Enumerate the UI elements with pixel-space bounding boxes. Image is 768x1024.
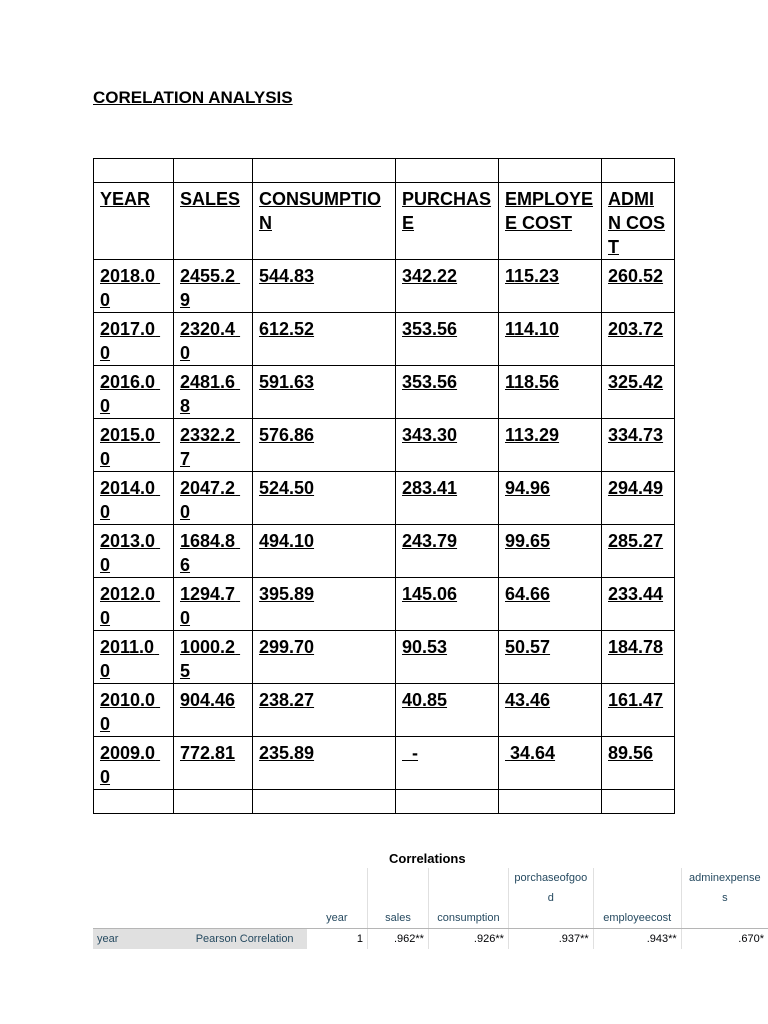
correlation-value: .943** — [593, 929, 681, 950]
header-cell: PURCHAS E — [396, 183, 499, 260]
table-cell: - — [396, 737, 499, 790]
column-header: employeecost — [593, 908, 681, 929]
table-cell: 50.57 — [499, 631, 602, 684]
table-cell: 353.56 — [396, 313, 499, 366]
table-spacer-row — [94, 790, 675, 814]
table-cell: 243.79 — [396, 525, 499, 578]
table-cell: 2016.0 0 — [94, 366, 174, 419]
table-cell: 1000.2 5 — [174, 631, 253, 684]
table-row — [94, 631, 675, 684]
table-cell: 1684.8 6 — [174, 525, 253, 578]
table-cell: 772.81 — [174, 737, 253, 790]
row-variable-label: year — [93, 929, 192, 950]
table-cell: 334.73 — [602, 419, 675, 472]
table-cell: 612.52 — [253, 313, 396, 366]
document-title: CORELATION ANALYSIS — [93, 88, 293, 107]
correlation-value: .670* — [681, 929, 768, 950]
table-row — [94, 419, 675, 472]
table-cell: 2009.0 0 — [94, 737, 174, 790]
correlation-value: 1 — [307, 929, 368, 950]
table-cell: 203.72 — [602, 313, 675, 366]
header-cell: ADMI N COST — [602, 183, 675, 260]
table-cell: 299.70 — [253, 631, 396, 684]
table-cell: 283.41 — [396, 472, 499, 525]
table-row — [94, 313, 675, 366]
column-header: year — [307, 908, 368, 929]
column-header: adminexpense s — [681, 868, 768, 908]
table-cell: 591.63 — [253, 366, 396, 419]
table-row — [94, 578, 675, 631]
table-cell: 524.50 — [253, 472, 396, 525]
table-cell: 2018.0 0 — [94, 260, 174, 313]
table-cell: 2013.0 0 — [94, 525, 174, 578]
table-cell: 2014.0 0 — [94, 472, 174, 525]
table-cell: 343.30 — [396, 419, 499, 472]
table-cell: 90.53 — [396, 631, 499, 684]
table-row — [94, 366, 675, 419]
correlation-value: .962** — [368, 929, 429, 950]
table-cell: 118.56 — [499, 366, 602, 419]
table-cell: 235.89 — [253, 737, 396, 790]
table-row — [94, 525, 675, 578]
table-cell: 1294.7 0 — [174, 578, 253, 631]
table-cell: 2481.6 8 — [174, 366, 253, 419]
table-cell: 2320.4 0 — [174, 313, 253, 366]
table-cell: 161.47 — [602, 684, 675, 737]
table-cell: 294.49 — [602, 472, 675, 525]
table-cell: 64.66 — [499, 578, 602, 631]
table-cell: 395.89 — [253, 578, 396, 631]
table-cell: 113.29 — [499, 419, 602, 472]
correlations-data-row — [93, 929, 768, 950]
table-cell: 2011.0 0 — [94, 631, 174, 684]
table-cell: 89.56 — [602, 737, 675, 790]
table-cell: 260.52 — [602, 260, 675, 313]
header-cell: EMPLOYE E COST — [499, 183, 602, 260]
table-cell: 2455.2 9 — [174, 260, 253, 313]
column-header: sales — [368, 908, 429, 929]
correlations-header-row — [93, 868, 768, 908]
table-cell: 184.78 — [602, 631, 675, 684]
table-cell: 2010.0 0 — [94, 684, 174, 737]
table-cell: 494.10 — [253, 525, 396, 578]
table-cell: 325.42 — [602, 366, 675, 419]
table-row — [94, 737, 675, 790]
table-cell: 904.46 — [174, 684, 253, 737]
correlations-table — [93, 868, 768, 949]
table-cell: 2047.2 0 — [174, 472, 253, 525]
table-cell: 2012.0 0 — [94, 578, 174, 631]
table-cell: 238.27 — [253, 684, 396, 737]
data-table — [93, 158, 675, 814]
table-cell: 285.27 — [602, 525, 675, 578]
table-cell: 2332.2 7 — [174, 419, 253, 472]
table-cell: 114.10 — [499, 313, 602, 366]
row-statistic-label: Pearson Correlation — [192, 929, 307, 950]
correlation-value: .937** — [508, 929, 593, 950]
table-cell: 342.22 — [396, 260, 499, 313]
table-header-row — [94, 183, 675, 260]
table-cell: 233.44 — [602, 578, 675, 631]
table-cell: 99.65 — [499, 525, 602, 578]
table-cell: 2017.0 0 — [94, 313, 174, 366]
table-cell: 115.23 — [499, 260, 602, 313]
column-header: consumption — [428, 908, 508, 929]
header-cell: SALES — [174, 183, 253, 260]
correlation-value: .926** — [428, 929, 508, 950]
column-header: porchaseofgoo d — [508, 868, 593, 908]
correlations-header-row-2 — [93, 908, 768, 929]
table-cell: 34.64 — [499, 737, 602, 790]
table-cell: 353.56 — [396, 366, 499, 419]
table-cell: 576.86 — [253, 419, 396, 472]
table-cell: 43.46 — [499, 684, 602, 737]
table-row — [94, 260, 675, 313]
table-cell: 94.96 — [499, 472, 602, 525]
table-cell: 544.83 — [253, 260, 396, 313]
table-cell: 40.85 — [396, 684, 499, 737]
table-row — [94, 472, 675, 525]
correlations-title: Correlations — [389, 851, 466, 866]
header-cell: YEAR — [94, 183, 174, 260]
table-spacer-row — [94, 159, 675, 183]
table-cell: 145.06 — [396, 578, 499, 631]
header-cell: CONSUMPTIO N — [253, 183, 396, 260]
table-row — [94, 684, 675, 737]
table-cell: 2015.0 0 — [94, 419, 174, 472]
